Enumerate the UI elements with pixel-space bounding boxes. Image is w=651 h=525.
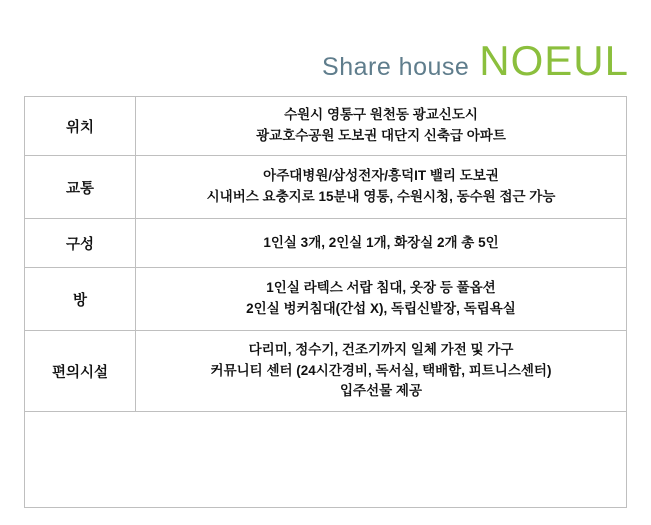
row-value-composition (136, 219, 627, 268)
row-label-transport: 교통 (25, 156, 136, 219)
row-value-location (136, 97, 627, 156)
row-value-transport (136, 156, 627, 219)
row-label-room: 방 (25, 268, 136, 331)
table-row (25, 156, 627, 219)
value-line: 시내버스 요충지로 15분내 영통, 수원시청, 동수원 접근 가능 (206, 189, 556, 204)
brand-header (0, 37, 629, 88)
table-row (25, 219, 627, 268)
row-label-composition: 구성 (25, 219, 136, 268)
row-value-amenities (136, 331, 627, 412)
brand-prefix: Share house (322, 53, 470, 81)
value-line: 커뮤니티 센터 (24시간경비, 독서실, 택배함, 피트니스센터) (210, 362, 552, 378)
brand-name: NOEUL (479, 37, 629, 84)
table-row (25, 97, 627, 156)
value-line: 1인실 3개, 2인실 1개, 화장실 2개 총 5인 (263, 234, 499, 250)
table-row (25, 268, 627, 331)
value-line: 광교호수공원 도보권 대단지 신축급 아파트 (256, 128, 506, 143)
table-bottom-spacer (24, 412, 627, 508)
row-value-room (136, 268, 627, 331)
value-line: 수원시 영통구 원천동 광교신도시 (284, 107, 478, 123)
property-info-table (24, 96, 627, 412)
value-line: 2인실 벙커침대(간섭 X), 독립신발장, 독립욕실 (246, 301, 516, 316)
value-line: 입주선물 제공 (340, 383, 422, 399)
row-label-amenities: 편의시설 (25, 331, 136, 412)
value-line: 아주대병원/삼성전자/흥덕IT 밸리 도보권 (263, 168, 499, 184)
value-line: 다리미, 정수기, 건조기까지 일체 가전 및 가구 (248, 341, 514, 357)
value-line: 1인실 라텍스 서랍 침대, 옷장 등 풀옵션 (266, 280, 496, 296)
row-label-location: 위치 (25, 97, 136, 156)
table-row (25, 331, 627, 412)
